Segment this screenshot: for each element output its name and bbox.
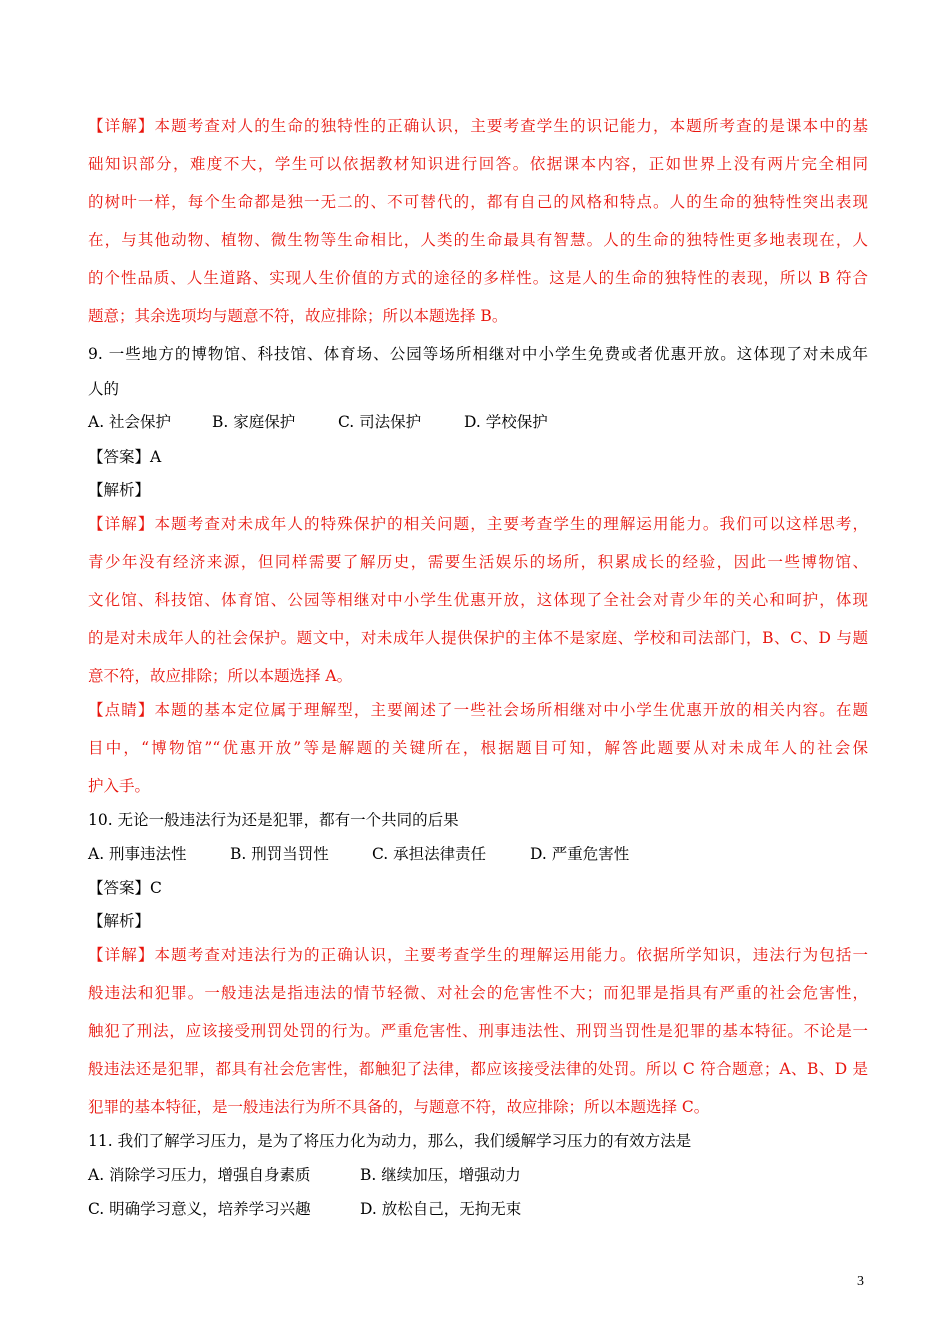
- q8-detail-line: 的树叶一样，每个生命都是独一无二的、不可替代的，都有自己的风格和特点。人的生命的独特性突出表现: [88, 193, 868, 211]
- q10-option-a: A. 刑事违法性: [88, 845, 187, 863]
- q9-option-c: C. 司法保护: [338, 413, 422, 431]
- q9-option-a: A. 社会保护: [88, 413, 172, 431]
- q9-tip-line: 目中，“博物馆”“优惠开放”等是解题的关键所在，根据题目可知，解答此题要从对未成年人的社会保: [88, 739, 868, 757]
- q9-option-d: D. 学校保护: [464, 413, 548, 431]
- q11-options-row-1: [88, 1165, 868, 1185]
- q9-detail-line: 意不符，故应排除；所以本题选择 A。: [88, 667, 353, 685]
- q9-detail-line: 的是对未成年人的社会保护。题文中，对未成年人提供保护的主体不是家庭、学校和司法部门，B、C、D 与题: [88, 629, 868, 647]
- q9-analysis-heading: 【解析】: [88, 481, 151, 499]
- q9-tip-line: 护入手。: [88, 777, 151, 795]
- q10-analysis-heading: 【解析】: [88, 912, 151, 930]
- q10-detail-line: 般违法和犯罪。一般违法是指违法的情节轻微、对社会的危害性不大；而犯罪是指具有严重的社会危害性，: [88, 984, 868, 1002]
- q10-detail-line: 般违法还是犯罪，都具有社会危害性，都触犯了法律，都应该接受法律的处罚。所以 C 符合题意；A、B、D 是: [88, 1060, 868, 1078]
- q8-detail-line: 础知识部分，难度不大，学生可以依据教材知识进行回答。依据课本内容，正如世界上没有两片完全相同: [88, 155, 868, 173]
- q11-option-d: D. 放松自己，无拘无束: [360, 1200, 522, 1218]
- q10-stem: 10. 无论一般违法行为还是犯罪，都有一个共同的后果: [88, 811, 459, 829]
- q9-option-b: B. 家庭保护: [212, 413, 296, 431]
- q10-option-d: D. 严重危害性: [530, 845, 630, 863]
- q9-stem-line: 9. 一些地方的博物馆、科技馆、体育场、公园等场所相继对中小学生免费或者优惠开放。这体现了对未成年: [88, 345, 868, 363]
- q9-options: [88, 412, 868, 432]
- q11-stem: 11. 我们了解学习压力，是为了将压力化为动力，那么，我们缓解学习压力的有效方法是: [88, 1132, 692, 1150]
- q9-detail-line: 青少年没有经济来源，但同样需要了解历史，需要生活娱乐的场所，积累成长的经验，因此一些博物馆、: [88, 553, 868, 571]
- q11-options-row-2: [88, 1199, 868, 1219]
- q9-stem-line: 人的: [88, 380, 120, 398]
- q10-option-c: C. 承担法律责任: [372, 845, 487, 863]
- q11-option-b: B. 继续加压，增强动力: [360, 1166, 521, 1184]
- page-number: 3: [857, 1274, 864, 1289]
- q9-detail-line: 文化馆、科技馆、体育馆、公园等相继对中小学生优惠开放，这体现了全社会对青少年的关心和呵护，体现: [88, 591, 868, 609]
- q11-option-a: A. 消除学习压力，增强自身素质: [88, 1166, 311, 1184]
- q8-detail-line: 在，与其他动物、植物、微生物等生命相比，人类的生命最具有智慧。人的生命的独特性更多地表现在，人: [88, 231, 868, 249]
- q10-option-b: B. 刑罚当罚性: [230, 845, 329, 863]
- q10-detail-line: 【详解】本题考查对违法行为的正确认识，主要考查学生的理解运用能力。依据所学知识，违法行为包括一: [88, 946, 868, 964]
- q10-options: [88, 844, 868, 864]
- q8-detail-line: 题意；其余选项均与题意不符，故应排除；所以本题选择 B。: [88, 307, 508, 325]
- q9-answer: 【答案】A: [88, 448, 162, 466]
- q11-option-c: C. 明确学习意义，培养学习兴趣: [88, 1200, 311, 1218]
- q10-answer: 【答案】C: [88, 879, 162, 897]
- q10-detail-line: 犯罪的基本特征，是一般违法行为所不具备的，与题意不符，故应排除；所以本题选择 C。: [88, 1098, 710, 1116]
- q8-detail-line: 的个性品质、人生道路、实现人生价值的方式的途径的多样性。这是人的生命的独特性的表现，所以 B 符合: [88, 269, 868, 287]
- q8-detail-line: 【详解】本题考查对人的生命的独特性的正确认识，主要考查学生的识记能力，本题所考查的是课本中的基: [88, 117, 868, 135]
- q9-detail-line: 【详解】本题考查对未成年人的特殊保护的相关问题，主要考查学生的理解运用能力。我们可以这样思考，: [88, 515, 868, 533]
- q10-detail-line: 触犯了刑法，应该接受刑罚处罚的行为。严重危害性、刑事违法性、刑罚当罚性是犯罪的基本特征。不论是一: [88, 1022, 868, 1040]
- q9-tip-line: 【点睛】本题的基本定位属于理解型，主要阐述了一些社会场所相继对中小学生优惠开放的相关内容。在题: [88, 701, 868, 719]
